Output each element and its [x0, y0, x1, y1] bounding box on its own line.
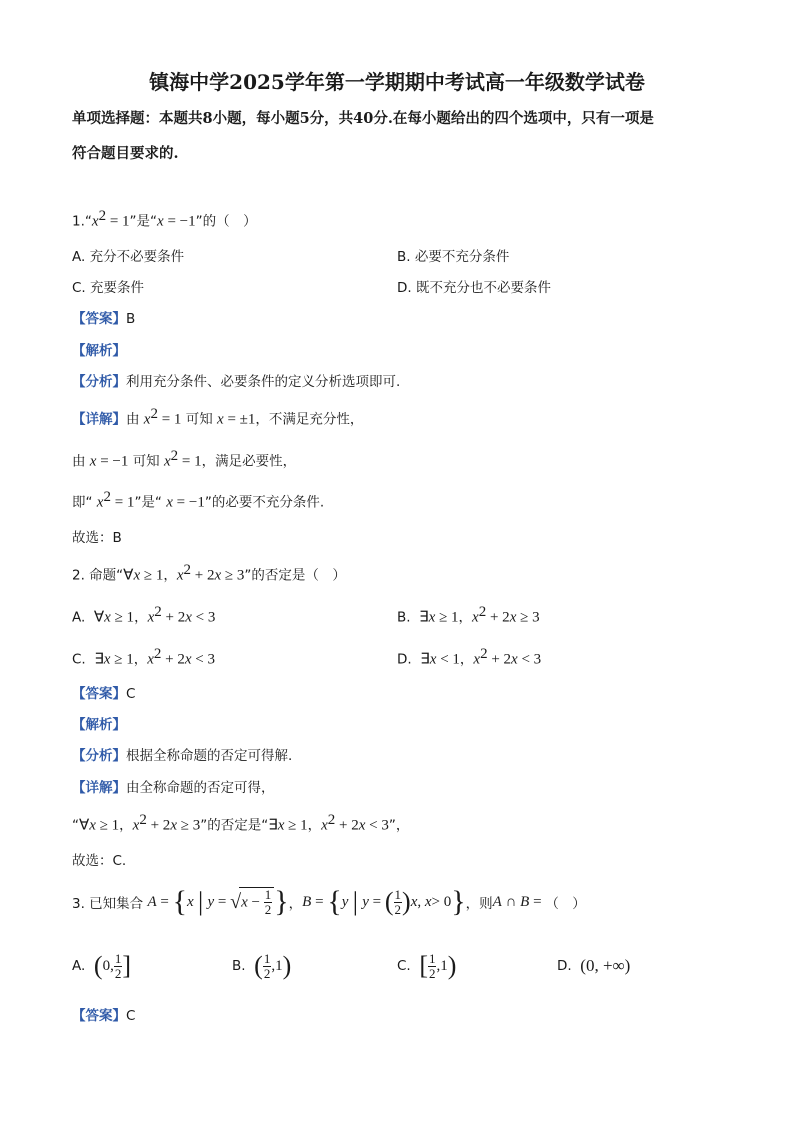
q2-detail-2: “∀x ≥ 1，$x^2 + 2x \ge 3$”的否定是“∃x ≥ 1，$x^2 + 2x < 3$”， [72, 812, 410, 834]
q1-answer: 【答案】B [72, 311, 136, 327]
q3-answer: 【答案】C [72, 1008, 136, 1024]
q3-stem: 3. 已知集合 A = { x | y = √ x − $\frac{1}{2}$ } ， B = { y | y = ( $\frac{1}{2}$ ) x , x > 0 } ，则 A ∩ B = （ ） [72, 885, 586, 918]
q3-option-d: D. (0, +∞) [557, 956, 631, 975]
q1-detail-3: 即“ $x^2 = 1$”是“ x = −1”的必要不充分条件. [72, 489, 325, 511]
q2-stem: 2. 命题“∀x ≥ 1，$x^2 + 2x \ge 3$”的否定是（ ） [72, 562, 346, 584]
q2-fenxi: 【分析】根据全称命题的否定可得解. [72, 748, 293, 764]
q2-analysis-tag: 【解析】 [72, 717, 126, 733]
q2-option-c: C. ∃x ≥ 1，$x^2 + 2x < 3$ [72, 646, 215, 668]
q1-analysis-tag: 【解析】 [72, 343, 126, 359]
q2-choice: 故选：C. [72, 853, 127, 869]
q2-detail-1: 【详解】由全称命题的否定可得， [72, 780, 275, 796]
page-title: 镇海中学2025学年第一学期期中考试高一年级数学试卷 [149, 70, 645, 94]
q3-option-c: C. [ $\frac{1}{2}$ ,1 ) [397, 950, 457, 981]
q1-stem: $1.“x^2 = 1$”是“x = −1”的（ ） [72, 208, 257, 230]
section-intro-line1: 单项选择题：本题共8小题，每小题5分，共40分.在每小题给出的四个选项中，只有一项是 [72, 110, 654, 127]
q2-option-d: D. ∃x < 1，$x^2 + 2x < 3$ [397, 646, 542, 668]
q3-option-a: A. ( 0, $\frac{1}{2}$ ] [72, 950, 131, 981]
q2-option-a: A. ∀x ≥ 1，$x^2 + 2x < 3$ [72, 604, 216, 626]
q1-fenxi: 【分析】利用充分条件、必要条件的定义分析选项即可. [72, 374, 401, 390]
q1-choice: 故选：B [72, 530, 122, 546]
q2-answer: 【答案】C [72, 686, 136, 702]
section-intro-line2: 符合题目要求的. [72, 145, 179, 162]
q2-option-b: B. ∃x ≥ 1，$x^2 + 2x \ge 3$ [397, 604, 540, 626]
q3-option-b: B. ( $\frac{1}{2}$ ,1 ) [232, 950, 292, 981]
q1-option-a: A. 充分不必要条件 [72, 249, 185, 265]
q1-option-b: B. 必要不充分条件 [397, 249, 510, 265]
q1-detail-1: 【详解】由 $x^2 = 1$ 可知 x = ±1，不满足充分性， [72, 406, 364, 428]
q1-option-d: D. 既不充分也不必要条件 [397, 280, 551, 296]
q1-detail-2: 由 x = −1 可知 $x^2 = 1$，满足必要性， [72, 448, 297, 470]
q1-option-c: C. 充要条件 [72, 280, 145, 296]
